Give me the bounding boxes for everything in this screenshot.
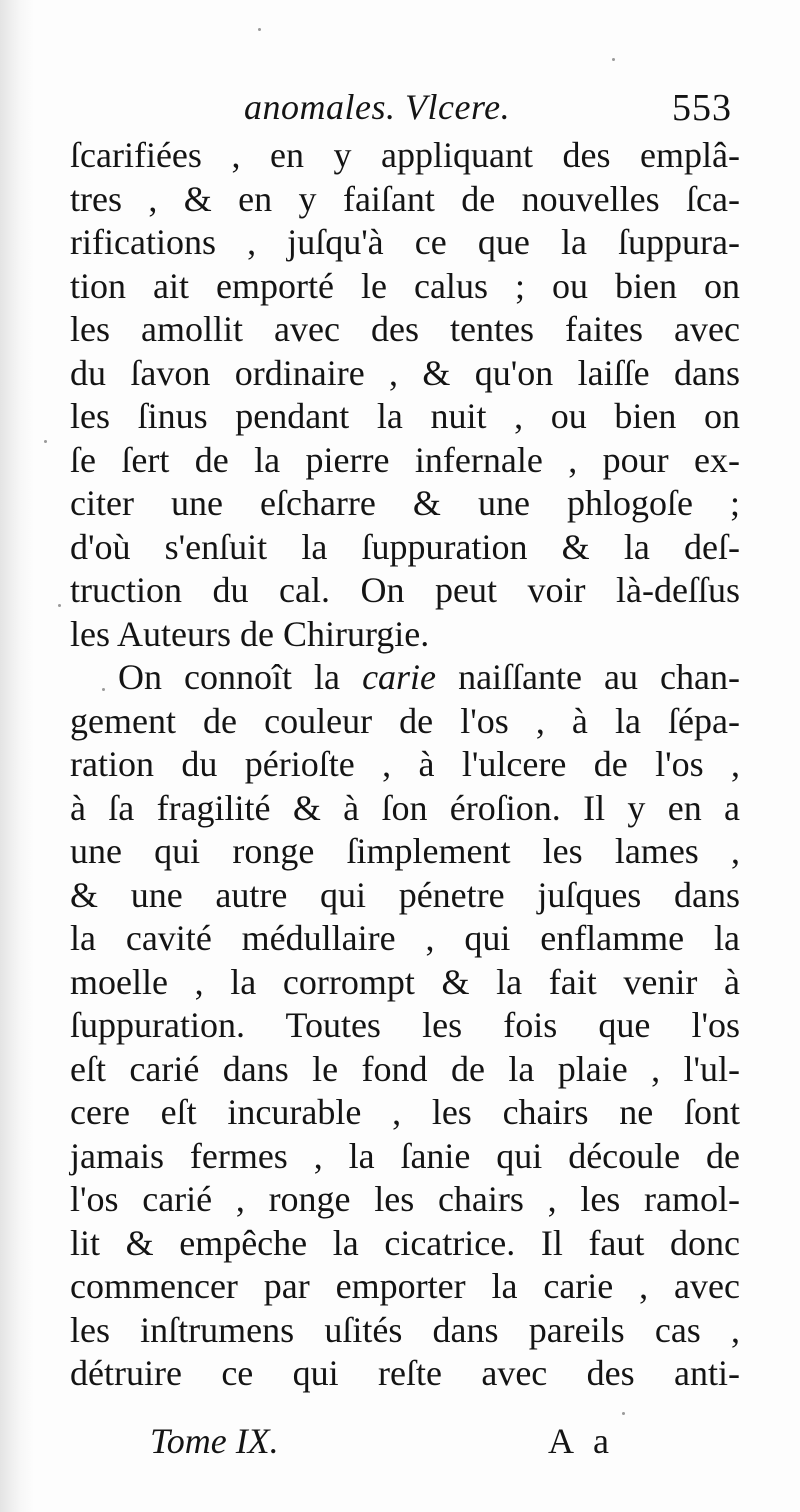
paragraph-end-line: les Auteurs de Chirurgie. bbox=[70, 613, 430, 654]
signature-mark: A a bbox=[548, 1421, 615, 1461]
text-line: moelle , la corrompt & la fait venir à bbox=[70, 961, 740, 1002]
text-line: citer une eſcharre & une phlogoſe ; bbox=[70, 483, 740, 523]
text-line: d'où s'enſuit la ſuppuration & la deſ- bbox=[70, 526, 740, 567]
text-line: la cavité médullaire , qui enflamme la bbox=[70, 918, 740, 958]
text-line: tion ait emporté le calus ; ou bien on bbox=[70, 265, 740, 306]
running-head-title: anomales. Vlcere. bbox=[244, 87, 511, 127]
text-line: tres , & en y faiſant de nouvelles ſca- bbox=[70, 178, 740, 219]
text-line: lit & empêche la cicatrice. Il faut donc bbox=[70, 1222, 740, 1263]
page-footer bbox=[0, 1420, 800, 1470]
body-text bbox=[70, 134, 740, 1396]
text-line: & une autre qui pénetre juſques dans bbox=[70, 874, 740, 915]
text-line: détruire ce qui reſte avec des anti- bbox=[70, 1353, 740, 1393]
text-line: rifications , juſqu'à ce que la ſuppura- bbox=[70, 222, 740, 262]
text-line: l'os carié , ronge les chairs , les ramol- bbox=[70, 1179, 740, 1219]
text-line: ſcarifiées , en y appliquant des emplâ- bbox=[70, 135, 740, 175]
text-line: ration du périoſte , à l'ulcere de l'os , bbox=[70, 744, 740, 784]
italic-term: carie bbox=[362, 657, 437, 697]
text-line: commencer par emporter la carie , avec bbox=[70, 1266, 740, 1306]
text-line: ſuppuration. Toutes les fois que l'os bbox=[70, 1005, 740, 1045]
running-head bbox=[0, 86, 800, 136]
text-line: ſe ſert de la pierre infernale , pour ex- bbox=[70, 439, 740, 480]
page-number: 553 bbox=[672, 87, 732, 129]
page-edge-shadow bbox=[0, 0, 34, 1512]
text-line: cere eſt incurable , les chairs ne ſont bbox=[70, 1092, 740, 1132]
text-run: naiſſante au chan- bbox=[436, 657, 740, 697]
volume-label: Tome IX. bbox=[150, 1421, 279, 1461]
text-line: les inſtrumens uſités dans pareils cas , bbox=[70, 1309, 740, 1350]
text-line: du ſavon ordinaire , & qu'on laiſſe dans bbox=[70, 352, 740, 393]
text-line: les amollit avec des tentes faites avec bbox=[70, 309, 740, 349]
text-run: On connoît la bbox=[118, 657, 363, 697]
text-line: jamais fermes , la ſanie qui découle de bbox=[70, 1135, 740, 1176]
text-line: gement de couleur de l'os , à la ſépa- bbox=[70, 700, 740, 741]
text-line: les ſinus pendant la nuit , ou bien on bbox=[70, 396, 740, 436]
text-line: eſt carié dans le fond de la plaie , l'ul- bbox=[70, 1048, 740, 1089]
text-line: truction du cal. On peut voir là-deſſus bbox=[70, 570, 740, 610]
paragraph-start-line bbox=[70, 656, 740, 700]
text-line: une qui ronge ſimplement les lames , bbox=[70, 831, 740, 871]
text-line: à ſa fragilité & à ſon éroſion. Il y en a bbox=[70, 787, 740, 828]
